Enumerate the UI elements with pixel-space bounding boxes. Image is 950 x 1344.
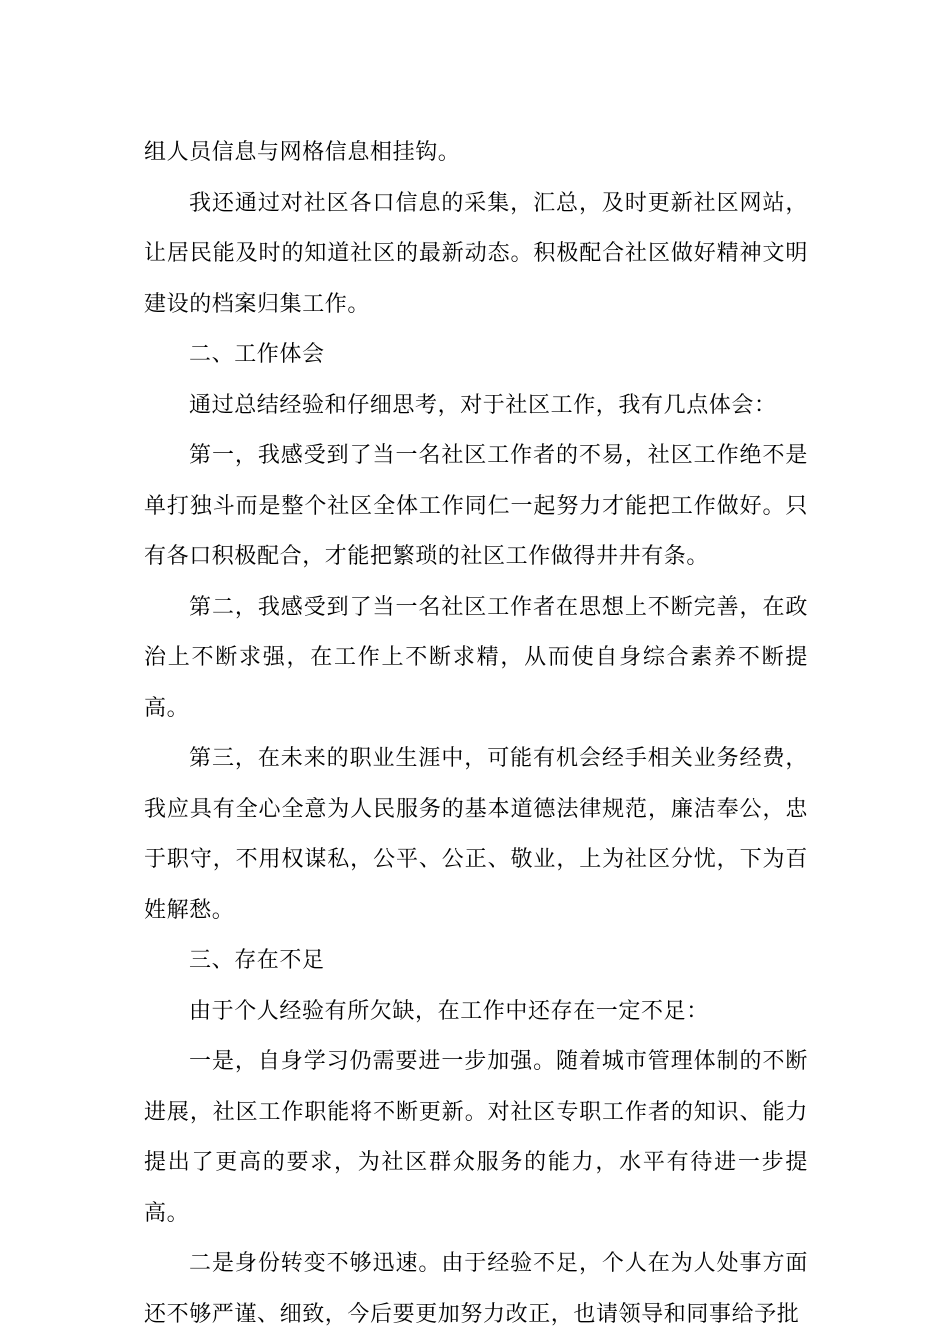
- paragraph-point-second: 第二，我感受到了当一名社区工作者在思想上不断完善，在政治上不断求强，在工作上不断求精，从而使自身综合素养不断提高。: [144, 594, 808, 721]
- paragraph-shortcomings-intro: 由于个人经验有所欠缺，在工作中还存在一定不足：: [189, 998, 709, 1024]
- paragraph-point-first: 第一，我感受到了当一名社区工作者的不易，社区工作绝不是单打独斗而是整个社区全体工作同仁一起努力才能把工作做好。只有各口积极配合，才能把繁琐的社区工作做得井井有条。: [144, 443, 808, 569]
- paragraph-point-third: 第三，在未来的职业生涯中，可能有机会经手相关业务经费，我应具有全心全意为人民服务的基本道德法律规范，廉洁奉公，忠于职守，不用权谋私，公平、公正、敬业，上为社区分忧，下为百姓解愁。: [144, 746, 808, 923]
- paragraph-experience-intro: 通过总结经验和仔细思考，对于社区工作，我有几点体会：: [189, 392, 777, 418]
- paragraph-shortcoming-one: 一是，自身学习仍需要进一步加强。随着城市管理体制的不断进展，社区工作职能将不断更新。对社区专职工作者的知识、能力提出了更高的要求，为社区群众服务的能力，水平有待进一步提高。: [144, 1049, 808, 1226]
- paragraph-shortcoming-two: 二是身份转变不够迅速。由于经验不足，个人在为人处事方面还不够严谨、细致，今后要更加努力改正，也请领导和同事给予批: [144, 1251, 808, 1327]
- section-heading-work-experience: 二、工作体会: [189, 342, 325, 367]
- section-heading-shortcomings: 三、存在不足: [189, 948, 325, 973]
- body-text: [144, 128, 808, 1340]
- paragraph-continuation: 组人员信息与网格信息相挂钩。: [144, 140, 461, 165]
- paragraph-info-collection: 我还通过对社区各口信息的采集，汇总，及时更新社区网站，让居民能及时的知道社区的最新动态。积极配合社区做好精神文明建设的档案归集工作。: [144, 190, 808, 317]
